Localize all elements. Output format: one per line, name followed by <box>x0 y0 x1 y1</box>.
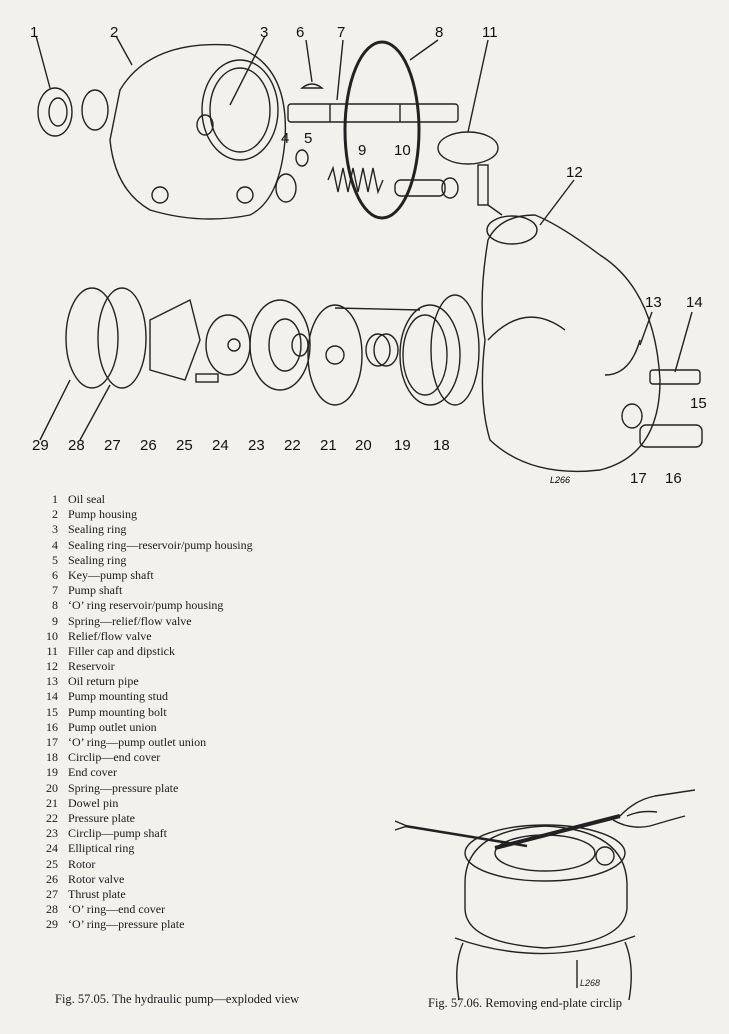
list-item <box>40 857 380 872</box>
part-label: Elliptical ring <box>68 841 135 856</box>
part-label: Pressure plate <box>68 810 135 825</box>
part-label: Thrust plate <box>68 886 126 901</box>
list-item <box>40 598 380 613</box>
callout-9: 9 <box>358 142 367 159</box>
callout-11: 11 <box>482 24 498 41</box>
list-item <box>40 568 380 583</box>
drawing-ref-circlip: L268 <box>580 978 601 988</box>
part-label: Dowel pin <box>68 795 119 810</box>
part-label: Pump mounting bolt <box>68 704 167 719</box>
callout-18: 18 <box>433 437 450 454</box>
part-label: Sealing ring—reservoir/pump housing <box>68 537 253 552</box>
part-label: ‘O’ ring—pressure plate <box>68 917 185 932</box>
callout-14: 14 <box>686 294 703 311</box>
callout-23: 23 <box>248 437 265 454</box>
part-number: 1 <box>52 492 58 506</box>
drawing-ref-exploded: L266 <box>550 475 571 485</box>
part-label: Spring—relief/flow valve <box>68 613 192 628</box>
list-item <box>40 553 380 568</box>
callout-24: 24 <box>212 437 229 454</box>
part-label: End cover <box>68 765 117 780</box>
callout-25: 25 <box>176 437 193 454</box>
list-item <box>40 750 380 765</box>
part-number: 14 <box>46 689 58 704</box>
part-label: ‘O’ ring—end cover <box>68 902 166 917</box>
callout-28: 28 <box>68 437 85 454</box>
part-number: 20 <box>46 780 58 795</box>
part-number: 17 <box>46 735 58 749</box>
part-number: 23 <box>46 826 58 841</box>
callout-17: 17 <box>630 470 647 487</box>
callout-22: 22 <box>284 437 301 454</box>
list-item <box>40 781 380 796</box>
list-item <box>40 902 380 917</box>
list-item <box>40 538 380 553</box>
exploded-view-drawing <box>0 0 729 490</box>
callout-27: 27 <box>104 437 121 454</box>
list-item <box>40 674 380 689</box>
callout-7: 7 <box>337 24 346 41</box>
part-label: Pump mounting stud <box>68 689 169 704</box>
part-label: Oil seal <box>68 492 105 506</box>
callout-20: 20 <box>355 437 372 454</box>
part-number: 19 <box>46 765 58 780</box>
callout-8: 8 <box>435 24 444 41</box>
callout-16: 16 <box>665 470 682 487</box>
part-number: 5 <box>52 552 58 567</box>
part-number: 26 <box>46 871 58 886</box>
part-label: Pump shaft <box>68 583 123 598</box>
list-item <box>40 629 380 644</box>
list-item <box>40 811 380 826</box>
list-item <box>40 644 380 659</box>
callout-1: 1 <box>30 24 39 41</box>
part-number: 7 <box>52 583 58 598</box>
callout-29: 29 <box>32 437 49 454</box>
part-label: Circlip—end cover <box>68 750 161 765</box>
part-number: 15 <box>46 704 58 719</box>
part-number: 9 <box>52 613 58 628</box>
list-item <box>40 826 380 841</box>
callout-4: 4 <box>281 130 290 147</box>
list-item <box>40 887 380 902</box>
part-number: 11 <box>46 643 58 658</box>
part-number: 4 <box>52 537 58 552</box>
list-item <box>40 917 380 932</box>
list-item <box>40 492 380 507</box>
part-label: Sealing ring <box>68 522 127 537</box>
list-item <box>40 796 380 811</box>
part-number: 24 <box>46 841 58 856</box>
part-number: 12 <box>46 659 58 674</box>
part-number: 8 <box>52 598 58 613</box>
list-item <box>40 765 380 780</box>
figure-caption-circlip: Fig. 57.06. Removing end-plate circlip <box>428 996 623 1010</box>
part-label: Pump housing <box>68 507 138 522</box>
callout-19: 19 <box>394 437 411 454</box>
callout-13: 13 <box>645 294 662 311</box>
part-number: 2 <box>52 507 58 522</box>
list-item <box>40 705 380 720</box>
list-item <box>40 583 380 598</box>
list-item <box>40 507 380 522</box>
part-label: Relief/flow valve <box>68 628 152 643</box>
part-label: Rotor <box>68 856 96 871</box>
callout-6: 6 <box>296 24 305 41</box>
part-label: Spring—pressure plate <box>68 780 179 795</box>
part-label: Rotor valve <box>68 871 125 886</box>
circlip-removal-drawing <box>395 738 695 1000</box>
list-item <box>40 689 380 704</box>
callout-2: 2 <box>110 24 119 41</box>
part-label: ‘O’ ring—pump outlet union <box>68 735 207 749</box>
callout-10: 10 <box>394 142 411 159</box>
part-number: 21 <box>46 795 58 810</box>
part-label: Pump outlet union <box>68 719 157 734</box>
list-item <box>40 735 380 750</box>
parts-list <box>40 492 380 932</box>
part-label: ‘O’ ring reservoir/pump housing <box>68 598 224 613</box>
part-number: 25 <box>46 856 58 871</box>
callout-26: 26 <box>140 437 157 454</box>
part-number: 29 <box>46 917 58 932</box>
part-number: 28 <box>46 902 58 917</box>
part-label: Filler cap and dipstick <box>68 643 175 658</box>
list-item <box>40 659 380 674</box>
part-number: 6 <box>52 567 58 582</box>
callout-21: 21 <box>320 437 337 454</box>
list-item <box>40 614 380 629</box>
part-number: 3 <box>52 522 58 537</box>
part-label: Reservoir <box>68 659 115 674</box>
part-label: Key—pump shaft <box>68 567 154 582</box>
part-number: 22 <box>46 810 58 825</box>
part-number: 27 <box>46 886 58 901</box>
part-number: 16 <box>46 719 58 734</box>
list-item <box>40 522 380 537</box>
list-item <box>40 872 380 887</box>
list-item <box>40 841 380 856</box>
part-number: 10 <box>46 628 58 643</box>
part-label: Sealing ring <box>68 552 127 567</box>
part-number: 18 <box>46 750 58 765</box>
part-number: 13 <box>46 674 58 689</box>
callout-5: 5 <box>304 130 313 147</box>
callout-12: 12 <box>566 164 583 181</box>
part-label: Circlip—pump shaft <box>68 826 167 841</box>
callout-3: 3 <box>260 24 269 41</box>
part-label: Oil return pipe <box>68 674 139 689</box>
list-item <box>40 720 380 735</box>
callout-15: 15 <box>690 395 707 412</box>
figure-caption-exploded: Fig. 57.05. The hydraulic pump—exploded view <box>55 992 300 1006</box>
